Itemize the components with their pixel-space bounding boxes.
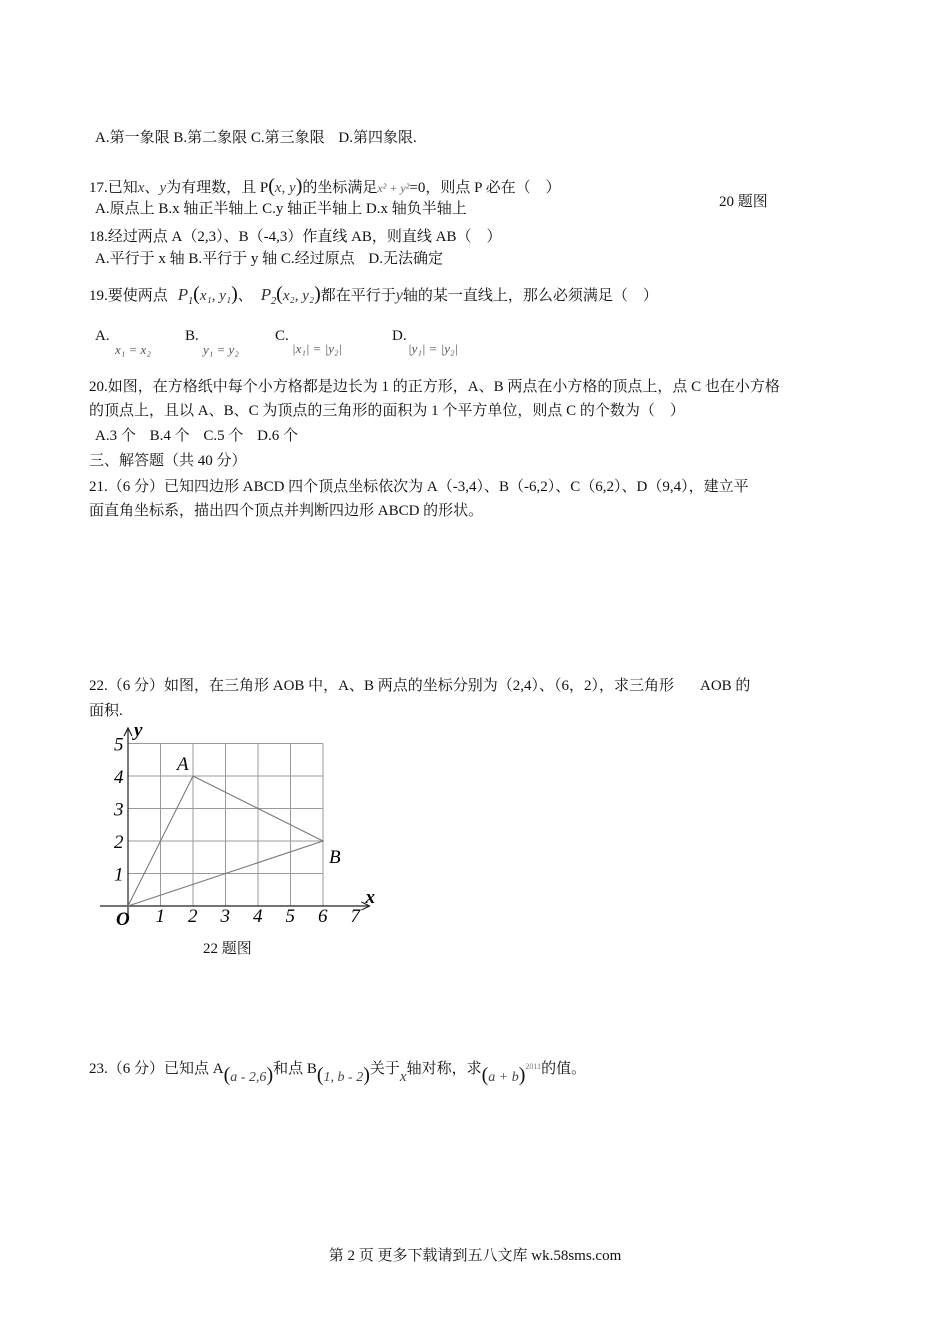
q18-stem: 18.经过两点 A（2,3）、B（-4,3）作直线 AB，则直线 AB（ ） bbox=[89, 229, 502, 245]
x-tick-label: 7 bbox=[350, 906, 360, 927]
x-tick-label: 4 bbox=[253, 906, 263, 927]
q17-stem: 17.已知x、y为有理数，且 P(x, y)的坐标满足x² + y²=0，则点 P 必在（ ） bbox=[89, 175, 561, 197]
q20-option-d: D.6 个 bbox=[257, 428, 298, 444]
y-tick-label: 1 bbox=[114, 864, 124, 886]
q16-option-d: D.第四象限. bbox=[338, 130, 417, 146]
y-tick-label: 2 bbox=[114, 832, 124, 853]
q18-option-c: C.经过原点 bbox=[280, 251, 355, 267]
q18-option-b: B.平行于 y 轴 bbox=[188, 251, 278, 267]
q17-option-c: C.y 轴正半轴上 bbox=[262, 201, 363, 217]
y-axis-label: y bbox=[134, 720, 143, 741]
figure22-caption: 22 题图 bbox=[203, 941, 252, 957]
q23-b-expr: 1, b - 2 bbox=[323, 1070, 364, 1085]
q20-options bbox=[95, 426, 298, 446]
grid bbox=[128, 744, 323, 907]
q16-option-c: C.第三象限 bbox=[250, 130, 325, 146]
q21-line2: 面直角坐标系，描出四个顶点并判断四边形 ABCD 的形状。 bbox=[89, 503, 484, 519]
q20-option-c: C.5 个 bbox=[203, 428, 244, 444]
q21-line1: 21.（6 分）已知四边形 ABCD 四个顶点坐标依次为 A（-3,4）、B（-6,2）、C（6,2）、D（9,4），建立平 bbox=[89, 479, 749, 495]
q22-line2: 面积. bbox=[89, 703, 123, 719]
q23-stem: 23.（6 分）已知点 A(a - 2,6)和点 B(1, b - 2)关于x轴对称，求$(a + b)^{2011}$的值。 bbox=[89, 1061, 587, 1086]
q17-option-a: A.原点上 bbox=[95, 201, 155, 217]
y-tick-label: 3 bbox=[114, 799, 124, 821]
q17-option-b: B.x 轴正半轴上 bbox=[158, 201, 259, 217]
footer: 第 2 页 更多下载请到五八文库 wk.58sms.com bbox=[328, 1248, 622, 1264]
q17-eq-expr: x² + y² bbox=[377, 181, 410, 195]
q23-sum-expr: a + b bbox=[488, 1070, 519, 1085]
y-tick-label: 4 bbox=[114, 767, 124, 788]
q19-option-a-expr: x₁ = x₂ bbox=[115, 342, 151, 357]
q16-option-a: A.第一象限 bbox=[95, 130, 170, 146]
q19-stem: 19.要使两点 $P_1(x_1$, y₁)、 $P_2(x_2$, y₂)都在平行于y轴的某一直线上，那么必须满足（ ） bbox=[89, 283, 658, 307]
q19-option-c-expr: |x₁| = |y₂| bbox=[292, 341, 343, 356]
q20-option-a: A.3 个 bbox=[95, 428, 136, 444]
x-tick-label: 6 bbox=[318, 906, 328, 927]
q19-option-d-expr: |y₁| = |y₂| bbox=[408, 341, 459, 356]
q19-point-p2: P bbox=[260, 285, 272, 304]
triangle-aob bbox=[128, 754, 341, 906]
q19-option-b-expr: y₁ = y₂ bbox=[203, 342, 239, 357]
point-label-b: B bbox=[329, 847, 341, 868]
point-label-a: A bbox=[177, 754, 189, 775]
q16-options bbox=[95, 128, 417, 148]
q18-option-a: A.平行于 x 轴 bbox=[95, 251, 185, 267]
x-tick-label: 5 bbox=[285, 906, 295, 927]
x-tick-label: 2 bbox=[188, 906, 198, 927]
q18-options bbox=[95, 249, 443, 269]
axes bbox=[100, 720, 376, 930]
y-tick-label: 5 bbox=[114, 734, 124, 756]
q17-var-x: x bbox=[137, 180, 145, 196]
q20-line2: 的顶点上，且以 A、B、C 为顶点的三角形的面积为 1 个平方单位，则点 C 的个数为（ ） bbox=[89, 403, 685, 419]
x-tick-label: 3 bbox=[220, 906, 230, 927]
x-tick-label: 1 bbox=[155, 906, 165, 927]
q17-options bbox=[95, 199, 467, 219]
q20-option-b: B.4 个 bbox=[149, 428, 190, 444]
q17-var-y: y bbox=[159, 180, 167, 196]
q17-option-d: D.x 轴负半轴上 bbox=[365, 201, 467, 217]
q17-point-expr: x, y bbox=[274, 180, 296, 196]
figure22-coordinate-grid bbox=[90, 720, 390, 950]
q16-option-b: B.第二象限 bbox=[173, 130, 248, 146]
figure20-caption: 20 题图 bbox=[719, 194, 768, 210]
q20-line1: 20.如图，在方格纸中每个小方格都是边长为 1 的正方形，A、B 两点在小方格的顶点上，点 C 也在小方格 bbox=[89, 379, 780, 395]
section3-title: 三、解答题（共 40 分） bbox=[89, 453, 247, 469]
q19-point-p1: P bbox=[177, 285, 189, 304]
q23-a-expr: a - 2,6 bbox=[230, 1070, 267, 1085]
x-axis-label: x bbox=[365, 887, 375, 908]
origin-label: O bbox=[116, 909, 130, 930]
q18-option-d: D.无法确定 bbox=[368, 251, 443, 267]
q22-line1: 22.（6 分）如图，在三角形 AOB 中，A、B 两点的坐标分别为（2,4）、（6，2），求三角形 AOB 的 bbox=[89, 678, 751, 694]
